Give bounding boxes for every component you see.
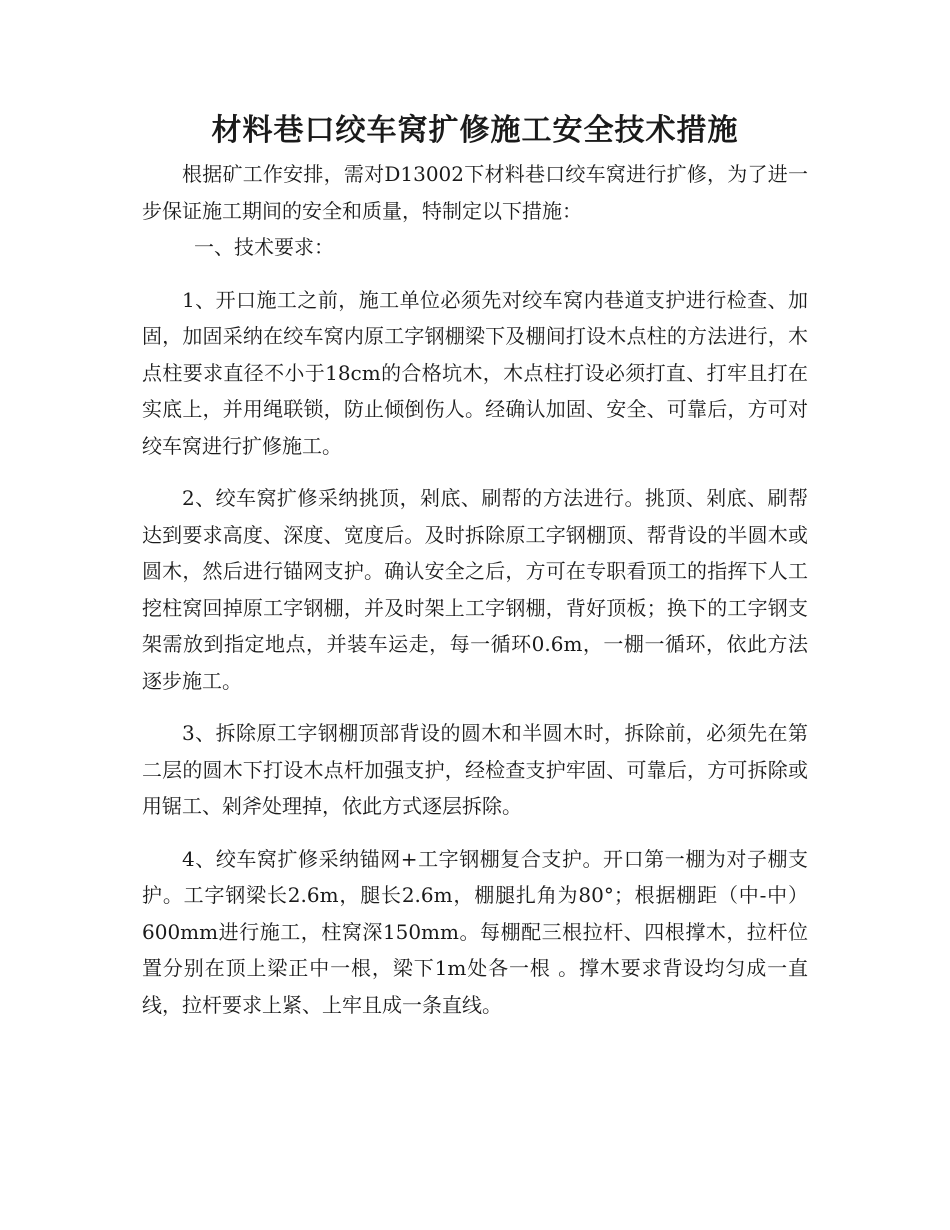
requirement-item-3: 3、拆除原工字钢棚顶部背设的圆木和半圆木时，拆除前，必须先在第二层的圆木下打设木点杆加强支护，经检查支护牢固、可靠后，方可拆除或用锯工、剁斧处理掉，依此方式逐层拆除。	[142, 721, 808, 818]
intro-paragraph: 根据矿工作安排，需对D13002下材料巷口绞车窝进行扩修，为了进一步保证施工期间的安全和质量，特制定以下措施：	[142, 162, 808, 223]
section-heading-technical-requirements: 一、技术要求：	[194, 235, 334, 259]
document-page	[142, 108, 808, 1023]
requirement-item-1: 1、开口施工之前，施工单位必须先对绞车窝内巷道支护进行检查、加固，加固采纳在绞车窝内原工字钢棚梁下及棚间打设木点柱的方法进行，木点柱要求直径不小于18cm的合格坑木，木点柱打设必须打直、打牢且打在实底上，并用绳联锁，防止倾倒伤人。经确认加固、安全、可靠后，方可对绞车窝进行扩修施工。	[142, 287, 808, 458]
requirement-item-2: 2、绞车窝扩修采纳挑顶，剁底、刷帮的方法进行。挑顶、剁底、刷帮达到要求高度、深度、宽度后。及时拆除原工字钢棚顶、帮背设的半圆木或圆木，然后进行锚网支护。确认安全之后，方可在专职看顶工的指挥下人工挖柱窝回掉原工字钢棚，并及时架上工字钢棚，背好顶板；换下的工字钢支架需放到指定地点，并装车运走，每一循环0.6m，一棚一循环，依此方法逐步施工。	[142, 486, 808, 693]
document-title: 材料巷口绞车窝扩修施工安全技术措施	[211, 113, 739, 148]
requirement-item-4: 4、绞车窝扩修采纳锚网+工字钢棚复合支护。开口第一棚为对子棚支护。工字钢梁长2.6m，腿长2.6m，棚腿扎角为80°；根据棚距（中-中）600mm进行施工，柱窝深150mm。每棚配三根拉杆、四根撑木，拉杆位置分别在顶上梁正中一根，梁下1m处各一根 。撑木要求背设均匀成一直线，拉杆要求上紧、上牢且成一条直线。	[142, 846, 808, 1017]
